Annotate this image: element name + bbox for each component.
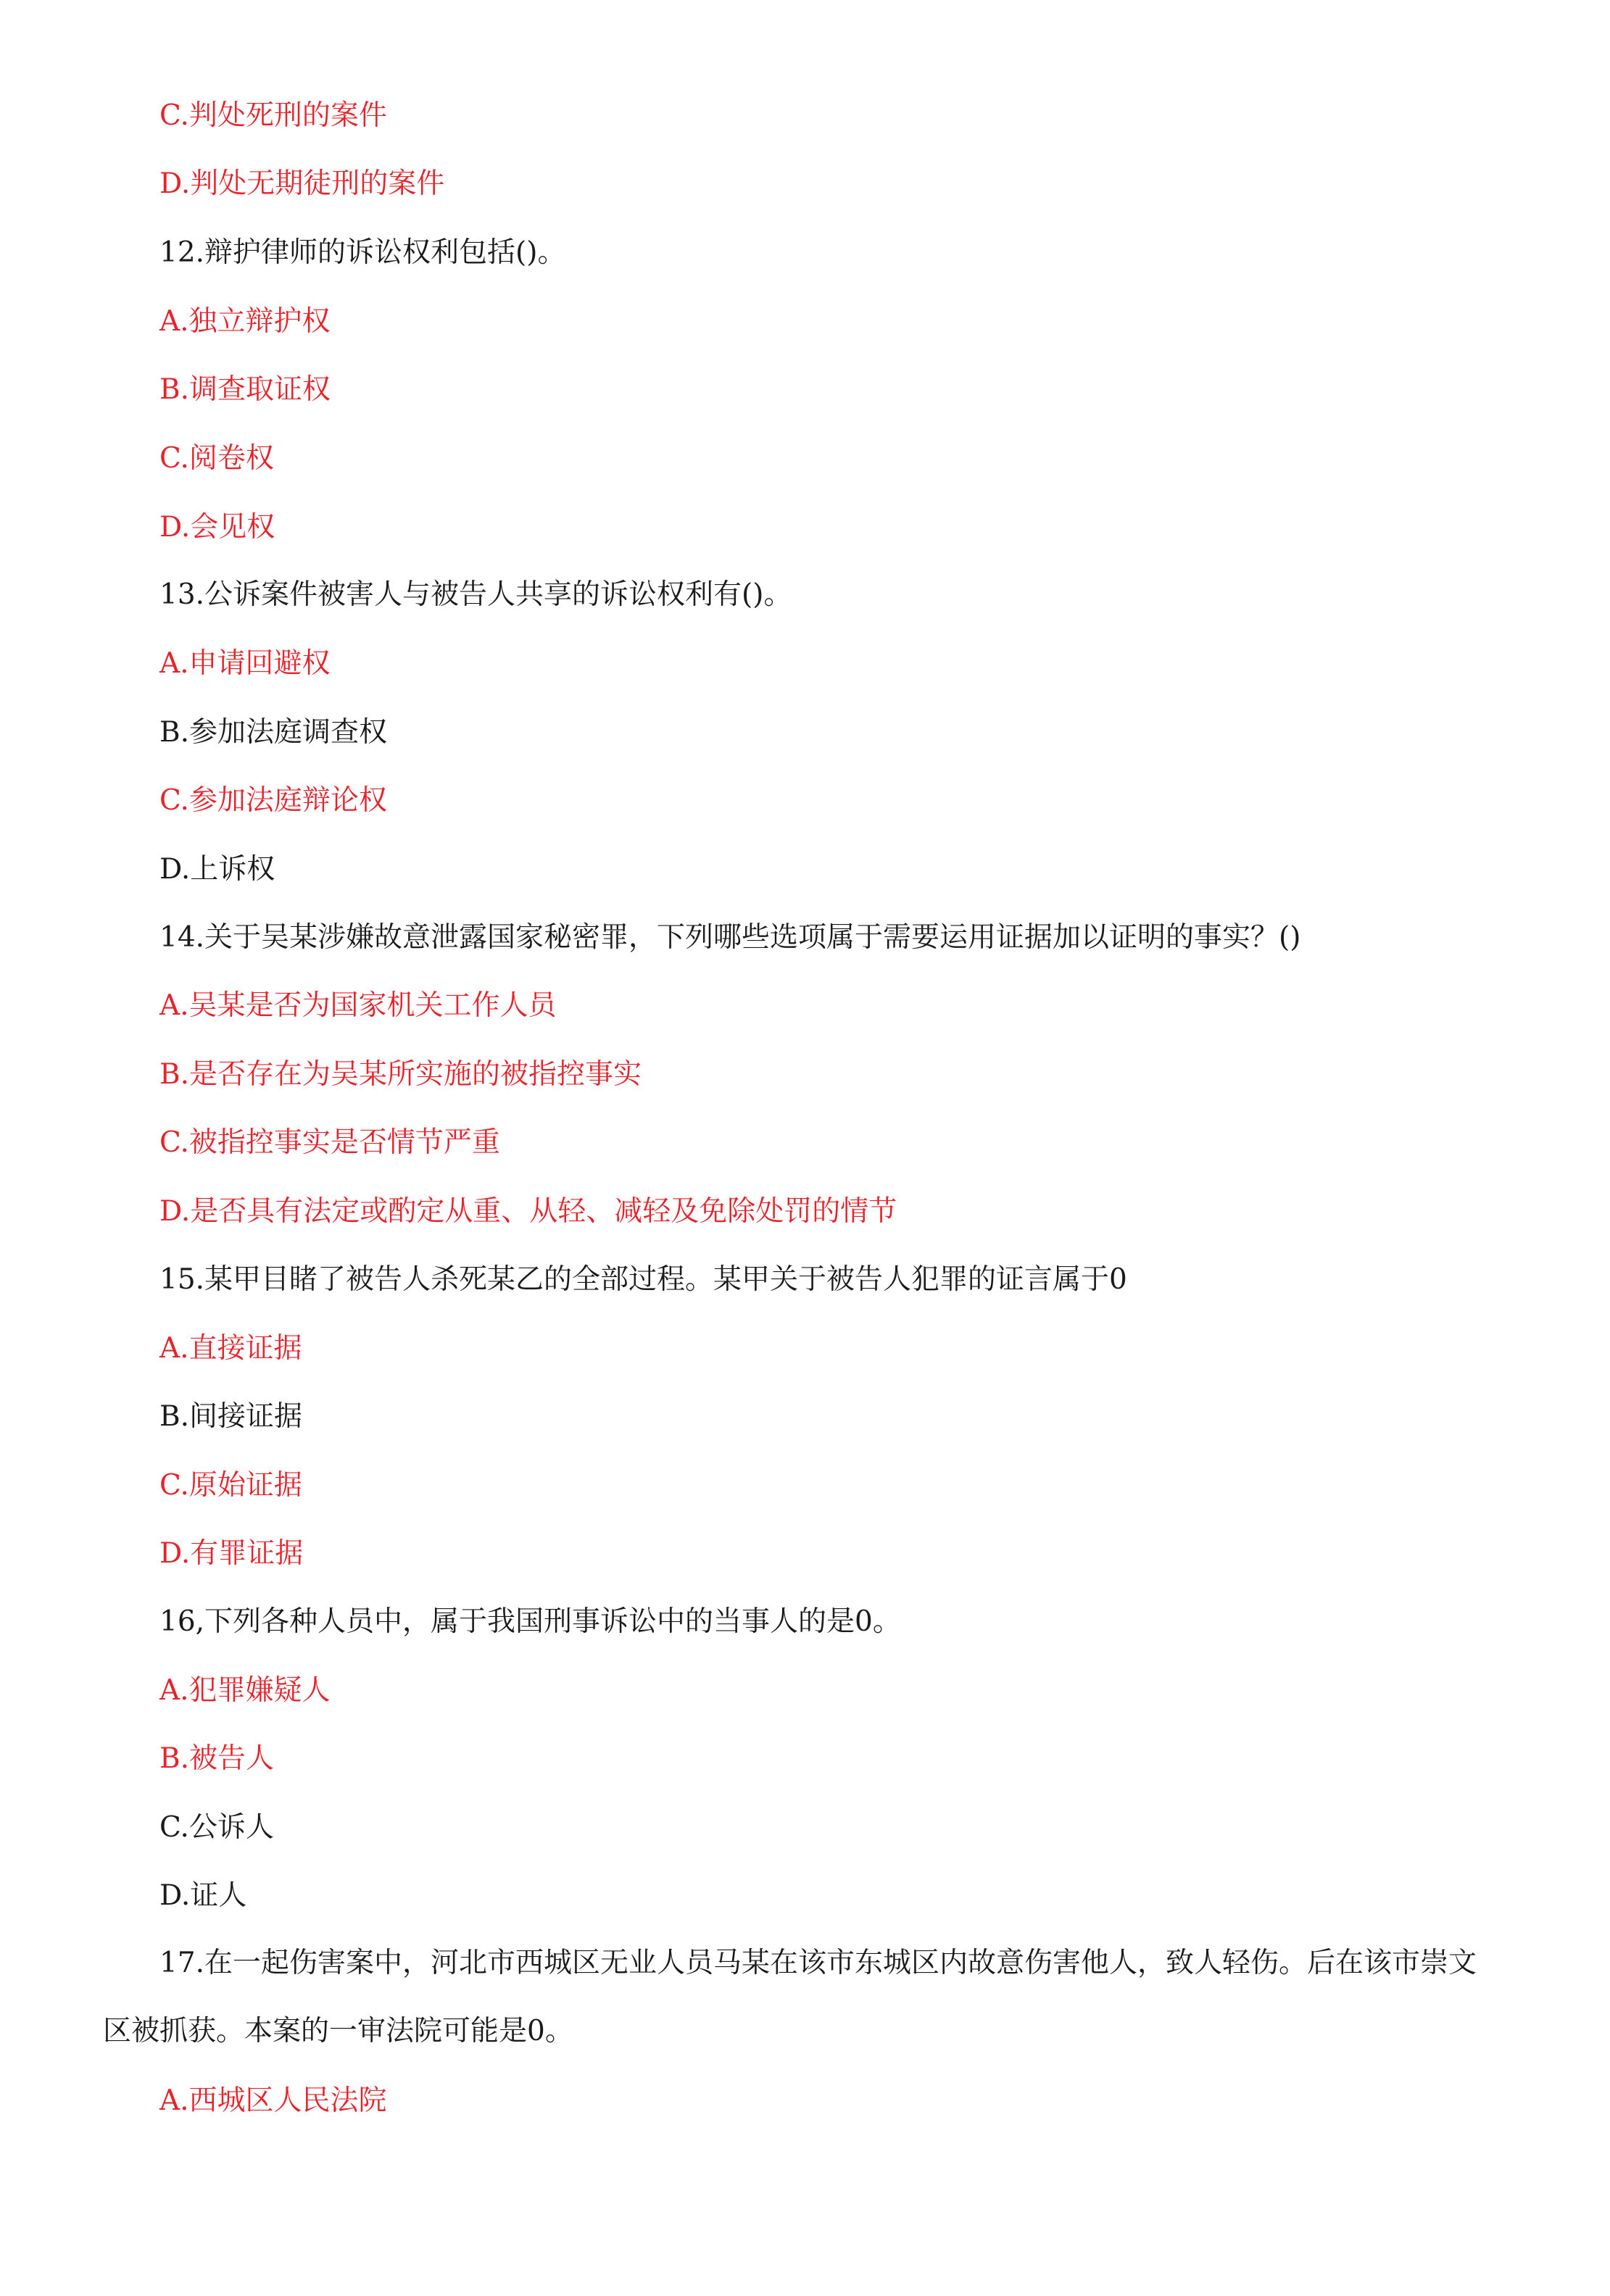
- q15-option-d: D.有罪证据: [159, 1537, 304, 1570]
- q16-option-b: B.被告人: [159, 1742, 275, 1775]
- option-c-death-penalty: C.判处死刑的案件: [159, 99, 387, 132]
- question-14: 14.关于吴某涉嫌故意泄露国家秘密罪，下列哪些选项属于需要运用证据加以证明的事实？(): [159, 921, 1301, 954]
- q12-option-d: D.会见权: [159, 511, 275, 544]
- q14-option-a: A.吴某是否为国家机关工作人员: [159, 989, 557, 1022]
- option-d-life-imprisonment: D.判处无期徒刑的案件: [159, 167, 445, 200]
- question-15: 15.某甲目睹了被告人杀死某乙的全部过程。某甲关于被告人犯罪的证言属于0: [159, 1263, 1127, 1296]
- question-12: 12.辩护律师的诉讼权利包括()。: [159, 236, 566, 269]
- q12-option-c: C.阅卷权: [159, 442, 274, 475]
- q13-option-d: D.上诉权: [159, 853, 275, 886]
- q16-option-c: C.公诉人: [159, 1811, 274, 1844]
- q13-option-a: A.申请回避权: [159, 647, 331, 680]
- q15-option-a: A.直接证据: [159, 1332, 302, 1365]
- q15-option-b: B.间接证据: [159, 1400, 303, 1433]
- question-17: 17.在一起伤害案中，河北市西城区无业人员马某在该市东城区内故意伤害他人，致人轻伤。后在该市崇文区被抓获。本案的一审法院可能是0。: [103, 1947, 1477, 2047]
- q12-option-b: B.调查取证权: [159, 373, 331, 406]
- q13-option-b: B.参加法庭调查权: [159, 716, 388, 749]
- q16-option-a: A.犯罪嫌疑人: [159, 1674, 331, 1707]
- question-13: 13.公诉案件被害人与被告人共享的诉讼权利有()。: [159, 578, 792, 611]
- q13-option-c: C.参加法庭辩论权: [159, 784, 387, 817]
- q12-option-a: A.独立辩护权: [159, 305, 331, 338]
- q14-option-c: C.被指控事实是否情节严重: [159, 1126, 500, 1159]
- q14-option-b: B.是否存在为吴某所实施的被指控事实: [159, 1058, 642, 1091]
- q15-option-c: C.原始证据: [159, 1469, 302, 1502]
- question-16: 16,下列各种人员中，属于我国刑事诉讼中的当事人的是0。: [159, 1605, 901, 1638]
- q17-option-a: A.西城区人民法院: [159, 2084, 387, 2117]
- q16-option-d: D.证人: [159, 1879, 247, 1912]
- q14-option-d: D.是否具有法定或酌定从重、从轻、减轻及免除处罚的情节: [159, 1195, 897, 1228]
